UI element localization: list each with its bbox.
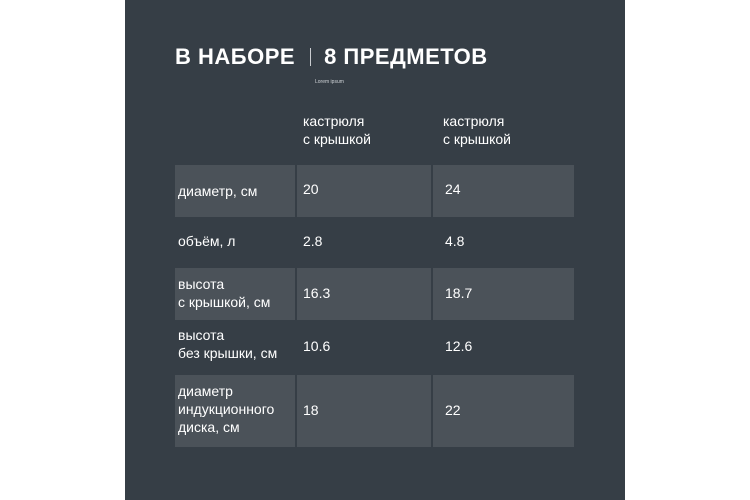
title-left: В НАБОРЕ	[175, 44, 296, 69]
row-1-value-2: 24	[445, 181, 461, 197]
subtitle: Lorem ipsum	[315, 79, 344, 85]
row-2-value-1: 2.8	[303, 233, 323, 249]
row-5-value-1: 18	[303, 402, 319, 418]
row-4-label: высота без крышки, см	[178, 327, 278, 361]
page-title	[175, 44, 488, 70]
title-right: 8 ПРЕДМЕТОВ	[324, 44, 488, 69]
row-1-value-1: 20	[303, 181, 319, 197]
row-3-label: высота с крышкой, см	[178, 276, 271, 310]
row-2-label: объём, л	[178, 233, 236, 249]
row-5-label: диаметр индукционного диска, см	[178, 383, 275, 435]
column-header-2: кастрюля с крышкой	[443, 113, 511, 147]
row-3-value-1: 16.3	[303, 285, 331, 301]
row-3-value-2: 18.7	[445, 285, 473, 301]
row-4-value-1: 10.6	[303, 338, 331, 354]
column-header-1: кастрюля с крышкой	[303, 113, 371, 147]
row-1-label: диаметр, см	[178, 183, 258, 199]
row-5-value-2: 22	[445, 402, 461, 418]
title-divider	[310, 48, 311, 66]
row-4-value-2: 12.6	[445, 338, 473, 354]
row-2-value-2: 4.8	[445, 233, 465, 249]
spec-panel	[125, 0, 625, 500]
